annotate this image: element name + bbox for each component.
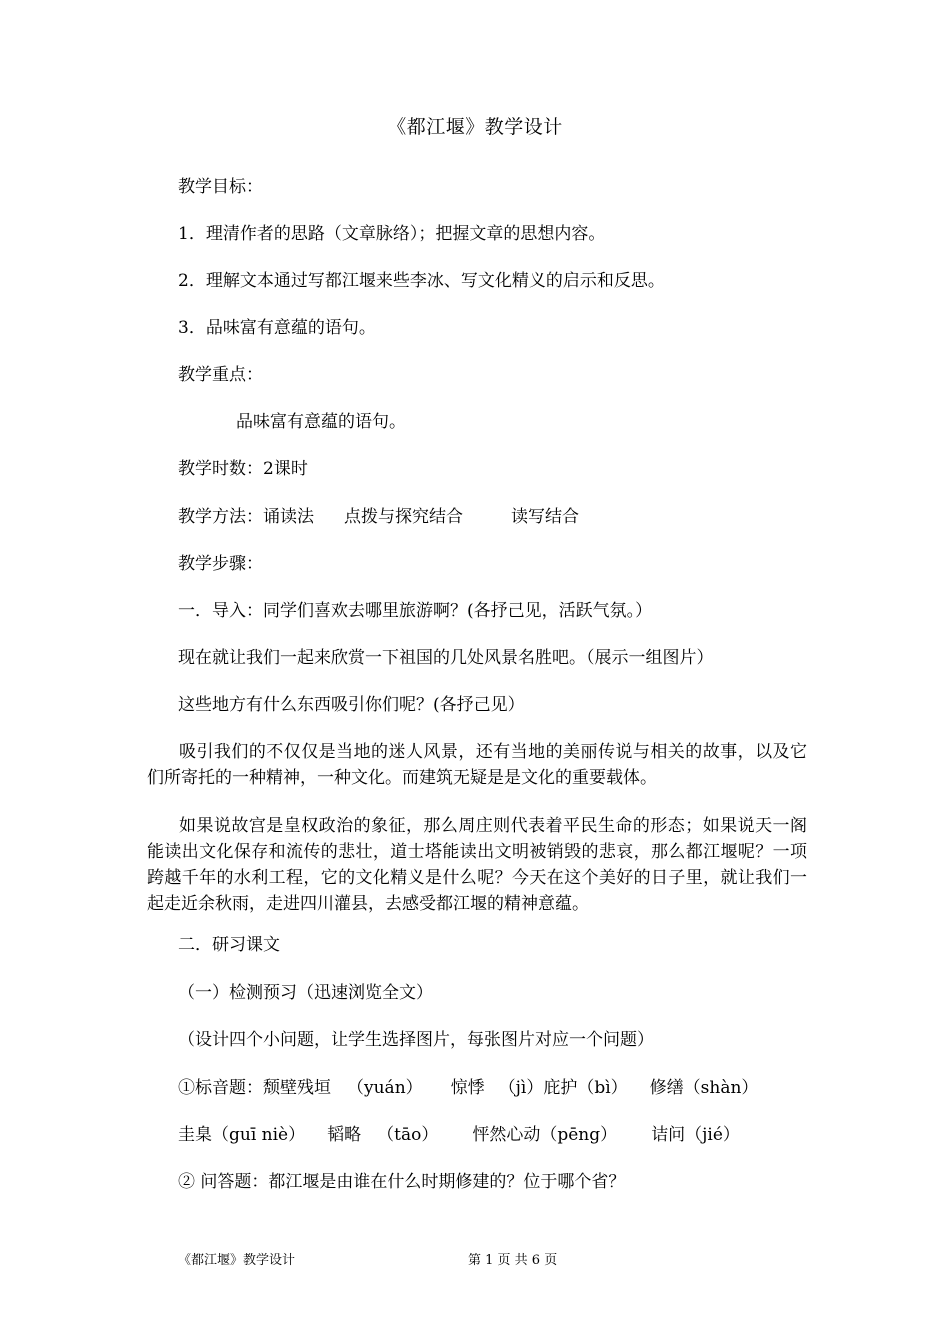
pinyin-item: 修缮（shàn） (649, 1078, 759, 1098)
pinyin-item: （jì）庇护（bì） (498, 1078, 628, 1098)
method-2: 点拨与探究结合 (344, 507, 463, 527)
intro-line-1: 一．导入：同学们喜欢去哪里旅游啊？(各抒己见，活跃气氛。） (178, 601, 653, 621)
intro-line-3: 这些地方有什么东西吸引你们呢？(各抒己见） (178, 695, 525, 715)
question-1-line-2 (178, 1124, 740, 1146)
footer-page-info: 第 1 页 共 6 页 (468, 1253, 558, 1268)
method-3: 读写结合 (511, 507, 579, 527)
objective-1: 1．理清作者的思路（文章脉络）；把握文章的思想内容。 (178, 224, 606, 244)
objective-2: 2．理解文本通过写都江堰来些李冰、写文化精义的启示和反思。 (178, 271, 665, 291)
paragraph-2: 如果说故宫是皇权政治的象征，那么周庄则代表着平民生命的形态；如果说天一阁能读出文化保存和流传的悲壮，道士塔能读出文明被销毁的悲哀，那么都江堰呢？一项跨越千年的水利工程，它的文化精义是什么呢？今天在这个美好的日子里，就让我们一起走近余秋雨，走进四川灌县，去感受都江堰的精神意蕴。 (147, 816, 807, 914)
intro-line-2: 现在就让我们一起来欣赏一下祖国的几处风景名胜吧。（展示一组图片） (178, 648, 714, 668)
pinyin-item: （tāo） (377, 1125, 439, 1145)
pinyin-item: 怦然心动（pēng） (472, 1125, 618, 1145)
footer-doc-title: 《都江堰》教学设计 (178, 1253, 296, 1268)
question-2: ② 问答题：都江堰是由谁在什么时期修建的？位于哪个省？ (178, 1172, 626, 1192)
focus-label: 教学重点： (178, 365, 263, 385)
pinyin-item: 韬略 (327, 1125, 362, 1145)
subsection-1-note: （设计四个小问题，让学生选择图片，每张图片对应一个问题） (178, 1030, 654, 1050)
question-1-label: ①标音题： (178, 1078, 263, 1098)
teaching-hours: 教学时数：2课时 (178, 459, 308, 479)
pinyin-item: 颓壁残垣 (263, 1078, 331, 1098)
subsection-1-heading: （一）检测预习（迅速浏览全文） (178, 983, 433, 1003)
focus-text: 品味富有意蕴的语句。 (236, 412, 406, 432)
question-1-line-1 (178, 1077, 758, 1099)
objective-3: 3．品味富有意蕴的语句。 (178, 318, 376, 338)
pinyin-item: 惊悸 (450, 1078, 485, 1098)
objectives-label: 教学目标： (178, 177, 263, 197)
paragraph-1: 吸引我们的不仅仅是当地的迷人风景，还有当地的美丽传说与相关的故事，以及它们所寄托的一种精神，一种文化。而建筑无疑是是文化的重要载体。 (147, 742, 807, 788)
section-2-heading: 二．研习课文 (178, 935, 280, 955)
pinyin-item: 诘问（jié） (651, 1125, 740, 1145)
document-title: 《都江堰》教学设计 (387, 116, 563, 138)
steps-label: 教学步骤： (178, 554, 263, 574)
pinyin-item: 圭臬（guī niè） (178, 1125, 306, 1145)
pinyin-item: （yuán） (347, 1078, 423, 1098)
method-1: 教学方法：诵读法 (178, 507, 314, 527)
teaching-method (178, 506, 579, 528)
